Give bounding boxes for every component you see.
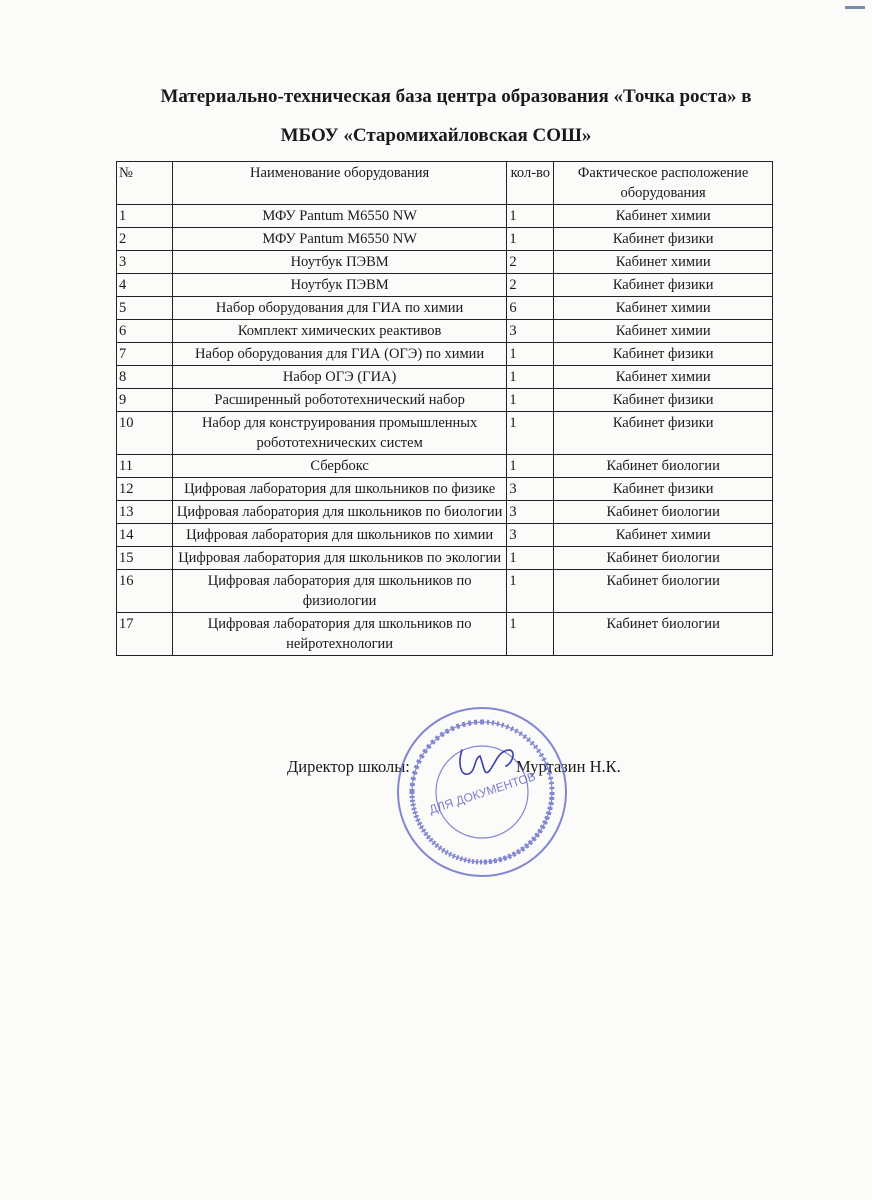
equipment-name: Сбербокс [172,455,506,478]
equipment-location: Кабинет химии [554,524,773,547]
table-row [117,613,773,656]
equipment-qty: 3 [507,524,554,547]
equipment-name: Набор ОГЭ (ГИА) [172,366,506,389]
row-number: 2 [117,228,173,251]
equipment-location: Кабинет физики [554,274,773,297]
equipment-qty: 3 [507,501,554,524]
document-title-line2: МБОУ «Старомихайловская СОШ» [280,125,592,146]
equipment-location: Кабинет физики [554,228,773,251]
equipment-qty: 3 [507,320,554,343]
row-number: 9 [117,389,173,412]
equipment-name: Цифровая лаборатория для школьников по биологии [172,501,506,524]
equipment-name: МФУ Pantum M6550 NW [172,228,506,251]
row-number: 12 [117,478,173,501]
table-row [117,547,773,570]
equipment-qty: 1 [507,389,554,412]
equipment-name: Набор для конструирования промышленных робототехнических систем [172,412,506,455]
equipment-qty: 2 [507,274,554,297]
row-number: 7 [117,343,173,366]
row-number: 4 [117,274,173,297]
director-label: Директор школы: [287,757,410,776]
equipment-qty: 1 [507,613,554,656]
row-number: 15 [117,547,173,570]
equipment-table [116,161,773,656]
equipment-name: Цифровая лаборатория для школьников по физиологии [172,570,506,613]
row-number: 6 [117,320,173,343]
equipment-name: Комплект химических реактивов [172,320,506,343]
row-number: 5 [117,297,173,320]
table-row [117,228,773,251]
table-row [117,412,773,455]
column-header-location: Фактическое расположение оборудования [554,162,773,205]
table-row [117,205,773,228]
equipment-name: Цифровая лаборатория для школьников по химии [172,524,506,547]
equipment-location: Кабинет биологии [554,455,773,478]
row-number: 11 [117,455,173,478]
table-row [117,455,773,478]
table-row [117,366,773,389]
row-number: 3 [117,251,173,274]
row-number: 14 [117,524,173,547]
row-number: 16 [117,570,173,613]
equipment-qty: 1 [507,228,554,251]
equipment-qty: 1 [507,570,554,613]
equipment-location: Кабинет химии [554,297,773,320]
equipment-location: Кабинет физики [554,412,773,455]
equipment-qty: 1 [507,343,554,366]
equipment-name: МФУ Pantum M6550 NW [172,205,506,228]
equipment-location: Кабинет физики [554,343,773,366]
table-row [117,501,773,524]
equipment-qty: 2 [507,251,554,274]
column-header-name: Наименование оборудования [172,162,506,205]
row-number: 13 [117,501,173,524]
table-row [117,343,773,366]
row-number: 8 [117,366,173,389]
equipment-location: Кабинет химии [554,320,773,343]
equipment-location: Кабинет физики [554,389,773,412]
equipment-name: Набор оборудования для ГИА по химии [172,297,506,320]
school-stamp [395,705,570,880]
equipment-name: Цифровая лаборатория для школьников по физике [172,478,506,501]
table-row [117,274,773,297]
column-header-number: № [117,162,173,205]
equipment-location: Кабинет биологии [554,501,773,524]
equipment-location: Кабинет физики [554,478,773,501]
row-number: 17 [117,613,173,656]
equipment-name: Ноутбук ПЭВМ [172,274,506,297]
document-title-line1: Материально-техническая база центра образования «Точка роста» в [160,86,752,107]
equipment-name: Расширенный робототехнический набор [172,389,506,412]
director-signature [450,740,525,790]
equipment-name: Цифровая лаборатория для школьников по экологии [172,547,506,570]
table-row [117,570,773,613]
table-row [117,478,773,501]
stamp-text: ДЛЯ ДОКУМЕНТОВ [427,769,538,817]
row-number: 10 [117,412,173,455]
equipment-location: Кабинет химии [554,205,773,228]
equipment-location: Кабинет химии [554,366,773,389]
equipment-name: Набор оборудования для ГИА (ОГЭ) по химии [172,343,506,366]
equipment-location: Кабинет биологии [554,547,773,570]
equipment-location: Кабинет биологии [554,570,773,613]
equipment-qty: 1 [507,412,554,455]
column-header-qty: кол-во [507,162,554,205]
equipment-qty: 1 [507,205,554,228]
table-row [117,297,773,320]
equipment-qty: 1 [507,366,554,389]
equipment-qty: 1 [507,455,554,478]
director-name: Муртазин Н.К. [516,757,621,776]
table-row [117,389,773,412]
equipment-qty: 3 [507,478,554,501]
table-row [117,320,773,343]
equipment-name: Цифровая лаборатория для школьников по нейротехнологии [172,613,506,656]
equipment-qty: 6 [507,297,554,320]
table-row [117,251,773,274]
table-header-row [117,162,773,205]
scan-corner-mark [845,6,865,9]
row-number: 1 [117,205,173,228]
equipment-location: Кабинет химии [554,251,773,274]
equipment-qty: 1 [507,547,554,570]
equipment-location: Кабинет биологии [554,613,773,656]
equipment-name: Ноутбук ПЭВМ [172,251,506,274]
table-row [117,524,773,547]
